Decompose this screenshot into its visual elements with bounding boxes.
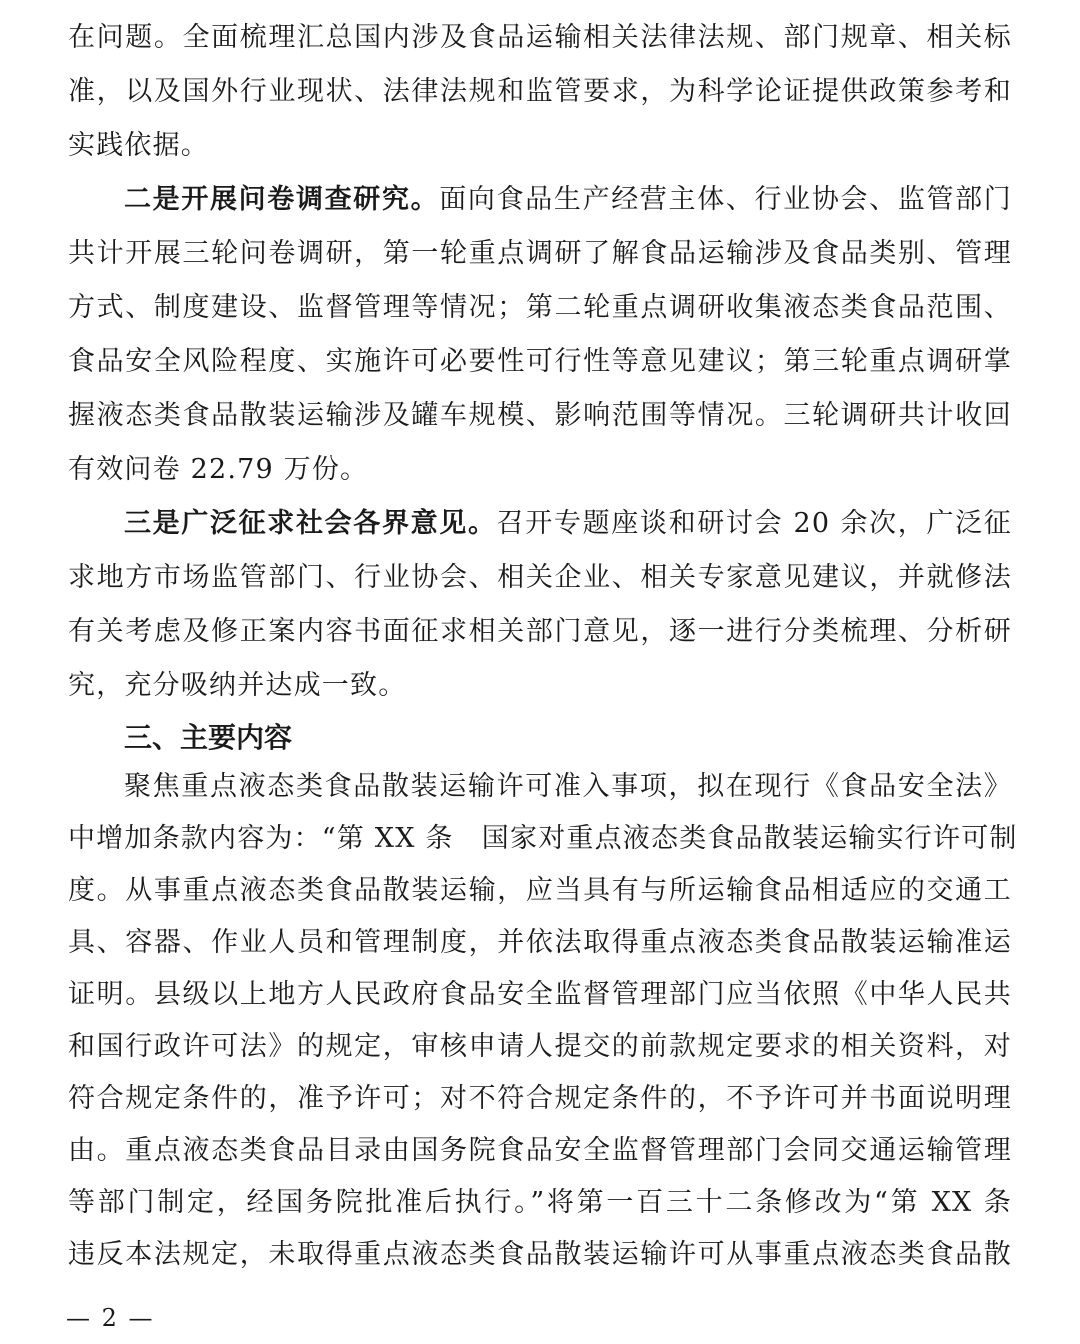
paragraph-2-line-4: 食品安全风险程度、实施许可必要性可行性等意见建议；第三轮重点调研掌 [68,346,1012,377]
page-number: — 2 — [66,1304,155,1332]
paragraph-4-line-10: 违反本法规定，未取得重点液态类食品散装运输许可从事重点液态类食品散 [68,1239,1012,1270]
paragraph-4-line-9: 等部门制定，经国务院批准后执行。”将第一百三十二条修改为“第 XX 条 [68,1187,1012,1218]
paragraph-1-line-2: 准，以及国外行业现状、法律法规和监管要求，为科学论证提供政策参考和 [68,76,1012,107]
paragraph-4-line-3: 度。从事重点液态类食品散装运输，应当具有与所运输食品相适应的交通工 [68,875,1012,906]
paragraph-3-line-4: 究，充分吸纳并达成一致。 [68,670,407,701]
paragraph-4-line-6: 和国行政许可法》的规定，审核申请人提交的前款规定要求的相关资料，对 [68,1031,1012,1062]
paragraph-3-line-2: 求地方市场监管部门、行业协会、相关企业、相关专家意见建议，并就修法 [68,562,1012,593]
paragraph-4-line-4: 具、容器、作业人员和管理制度，并依法取得重点液态类食品散装运输准运 [68,927,1012,958]
paragraph-4-line-1: 聚焦重点液态类食品散装运输许可准入事项，拟在现行《食品安全法》 [124,771,1012,802]
paragraph-4-line-8: 由。重点液态类食品目录由国务院食品安全监督管理部门会同交通运输管理 [68,1135,1012,1166]
paragraph-2-lead: 二是开展问卷调查研究。 [124,184,440,215]
paragraph-2-line-6: 有效问卷 22.79 万份。 [68,454,369,485]
paragraph-3-lead: 三是广泛征求社会各界意见。 [124,508,497,539]
paragraph-4-line-2: 中增加条款内容为：“第 XX 条 国家对重点液态类食品散装运输实行许可制 [68,823,1018,854]
paragraph-3-line-1-text: 召开专题座谈和研讨会 20 余次，广泛征 [496,508,1012,539]
paragraph-3-line-1 [124,504,1012,544]
paragraph-2-line-1-text: 面向食品生产经营主体、行业协会、监管部门 [439,184,1013,215]
paragraph-4-line-5: 证明。县级以上地方人民政府食品安全监督管理部门应当依照《中华人民共 [68,979,1012,1010]
paragraph-1-line-1: 在问题。全面梳理汇总国内涉及食品运输相关法律法规、部门规章、相关标 [68,22,1012,53]
paragraph-1-line-3: 实践依据。 [68,130,209,161]
paragraph-2-line-1 [124,180,1012,220]
paragraph-2-line-3: 方式、制度建设、监督管理等情况；第二轮重点调研收集液态类食品范围、 [68,292,1012,323]
section-heading: 三、主要内容 [124,721,293,754]
paragraph-2-line-5: 握液态类食品散装运输涉及罐车规模、影响范围等情况。三轮调研共计收回 [68,400,1012,431]
paragraph-3-line-3: 有关考虑及修正案内容书面征求相关部门意见，逐一进行分类梳理、分析研 [68,616,1012,647]
paragraph-4-line-7: 符合规定条件的，准予许可；对不符合规定条件的，不予许可并书面说明理 [68,1083,1012,1114]
paragraph-2-line-2: 共计开展三轮问卷调研，第一轮重点调研了解食品运输涉及食品类别、管理 [68,238,1012,269]
